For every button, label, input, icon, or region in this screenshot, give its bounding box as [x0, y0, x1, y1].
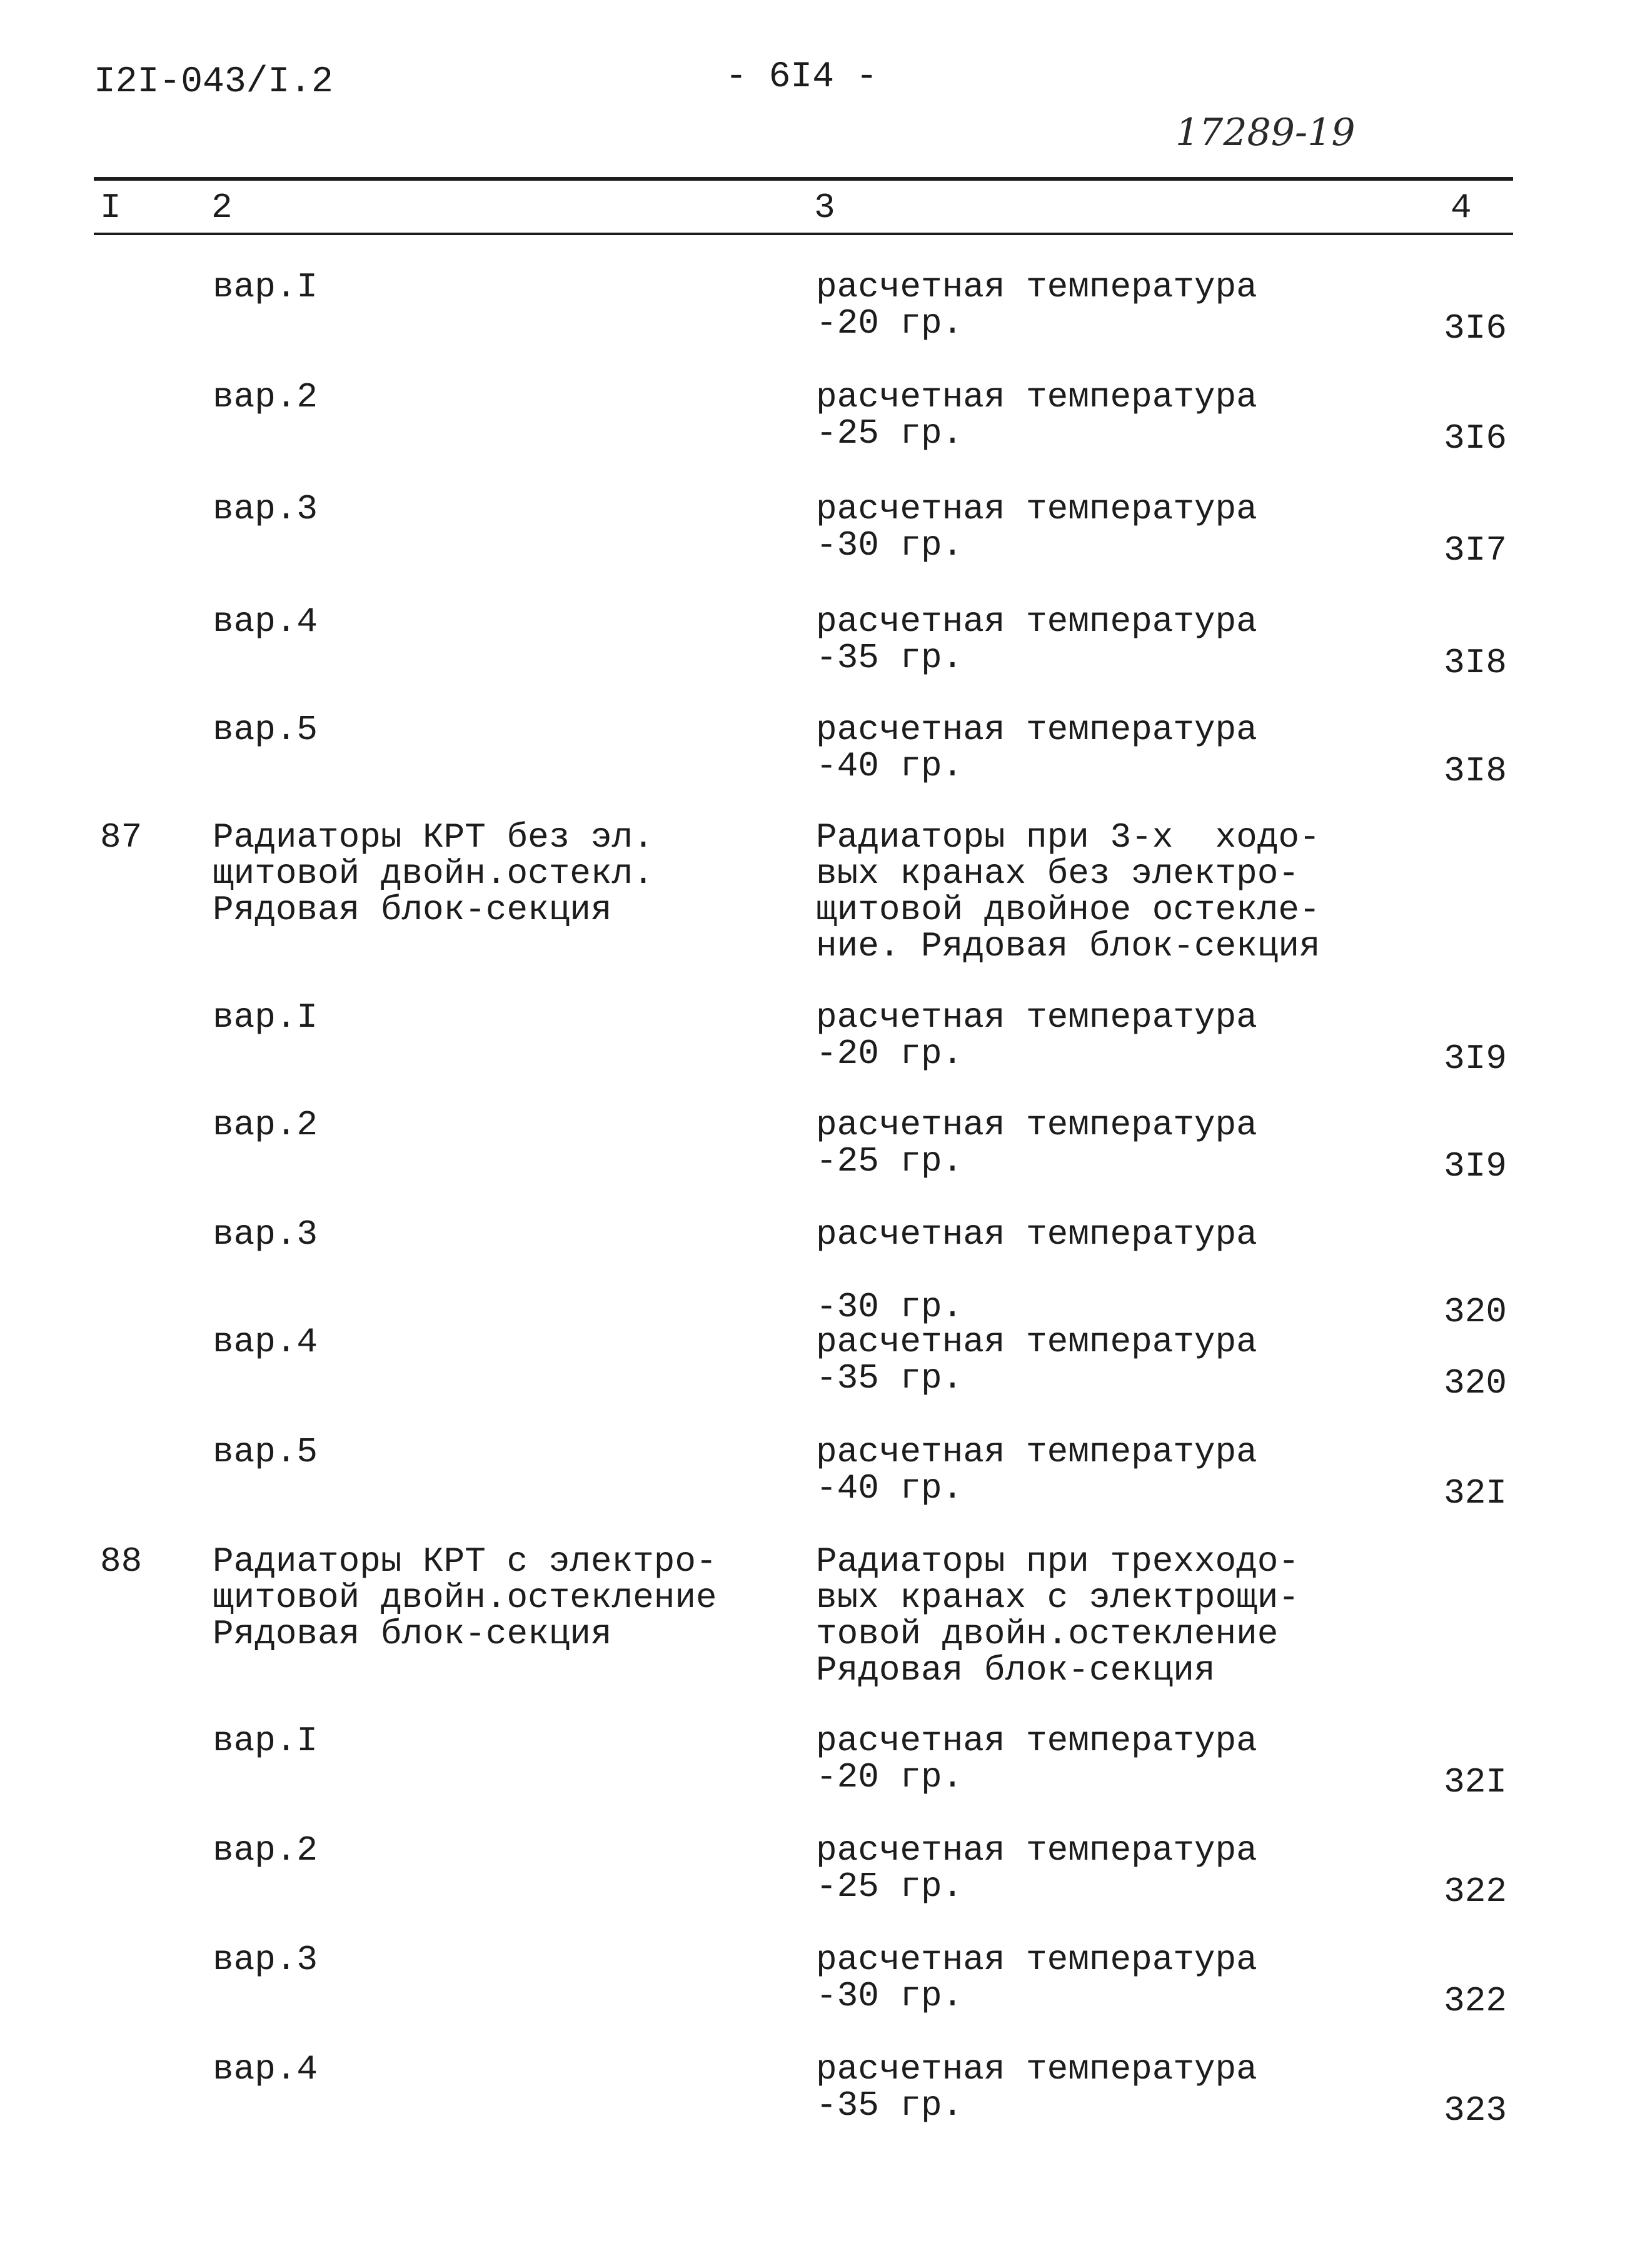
row-name: вар.I	[213, 267, 318, 307]
row-name: вар.5	[213, 710, 318, 750]
row-description: расчетная температура -40 гр.	[816, 710, 1257, 786]
row-description: расчетная температура -35 гр.	[816, 602, 1257, 678]
row-page: 32I	[1444, 1473, 1507, 1513]
archive-number: 17289-19	[1175, 111, 1356, 154]
row-name: вар.I	[213, 997, 318, 1037]
row-name: вар.I	[213, 1721, 318, 1761]
row-name: вар.4	[213, 2049, 318, 2089]
row-name: вар.3	[213, 489, 318, 529]
row-number: 88	[100, 1541, 143, 1581]
row-description: расчетная температура -30 гр.	[816, 1214, 1257, 1327]
row-page: 3I9	[1444, 1039, 1507, 1079]
row-description: Радиаторы при 3-х ходо- вых кранах без электро- щитовой двойное остекле- ние. Рядовая блок-секция	[816, 817, 1321, 966]
row-description: расчетная температура -25 гр.	[816, 377, 1257, 453]
column-header-3: 3	[814, 188, 835, 228]
row-page: 3I8	[1444, 751, 1507, 791]
row-page: 32I	[1444, 1762, 1507, 1802]
row-name: вар.3	[213, 1940, 318, 1980]
row-name: вар.2	[213, 1830, 318, 1870]
row-description: Радиаторы при трехходо- вых кранах с электрощи- товой двойн.остекление Рядовая блок-секция	[816, 1541, 1299, 1690]
column-header-2: 2	[211, 188, 233, 228]
row-number: 87	[100, 817, 143, 857]
table-header-rule	[94, 233, 1513, 235]
row-page: 322	[1444, 1981, 1507, 2021]
column-header-4: 4	[1451, 188, 1472, 228]
row-name: вар.5	[213, 1432, 318, 1472]
column-header-1: I	[100, 188, 121, 228]
row-description: расчетная температура -20 гр.	[816, 1721, 1257, 1797]
row-page: 3I8	[1444, 643, 1507, 683]
row-page: 3I6	[1444, 308, 1507, 348]
row-page: 323	[1444, 2090, 1507, 2130]
row-name: вар.2	[213, 1105, 318, 1145]
row-name: вар.2	[213, 377, 318, 417]
row-name: вар.4	[213, 1322, 318, 1362]
row-description: расчетная температура -35 гр.	[816, 1322, 1257, 1398]
row-page: 322	[1444, 1872, 1507, 1912]
document-code: I2I-043/I.2	[94, 62, 333, 103]
row-description: расчетная температура -30 гр.	[816, 489, 1257, 565]
row-page: 3I9	[1444, 1146, 1507, 1186]
row-name: вар.4	[213, 602, 318, 642]
row-description: расчетная температура -30 гр.	[816, 1940, 1257, 2016]
row-name: Радиаторы КРТ с электро- щитовой двойн.остекление Рядовая блок-секция	[213, 1541, 717, 1654]
row-description: расчетная температура -20 гр.	[816, 997, 1257, 1074]
row-name: Радиаторы КРТ без эл. щитовой двойн.остекл. Рядовая блок-секция	[213, 817, 654, 930]
page-number: - 6I4 -	[725, 57, 878, 98]
row-page: 320	[1444, 1363, 1507, 1403]
row-page: 320	[1444, 1292, 1507, 1332]
row-description: расчетная температура -25 гр.	[816, 1830, 1257, 1907]
row-name: вар.3	[213, 1214, 318, 1254]
row-description: расчетная температура -25 гр.	[816, 1105, 1257, 1181]
row-description: расчетная температура -20 гр.	[816, 267, 1257, 343]
row-page: 3I7	[1444, 530, 1507, 570]
row-description: расчетная температура -35 гр.	[816, 2049, 1257, 2125]
row-description: расчетная температура -40 гр.	[816, 1432, 1257, 1508]
table-top-rule	[94, 177, 1513, 181]
row-page: 3I6	[1444, 418, 1507, 458]
